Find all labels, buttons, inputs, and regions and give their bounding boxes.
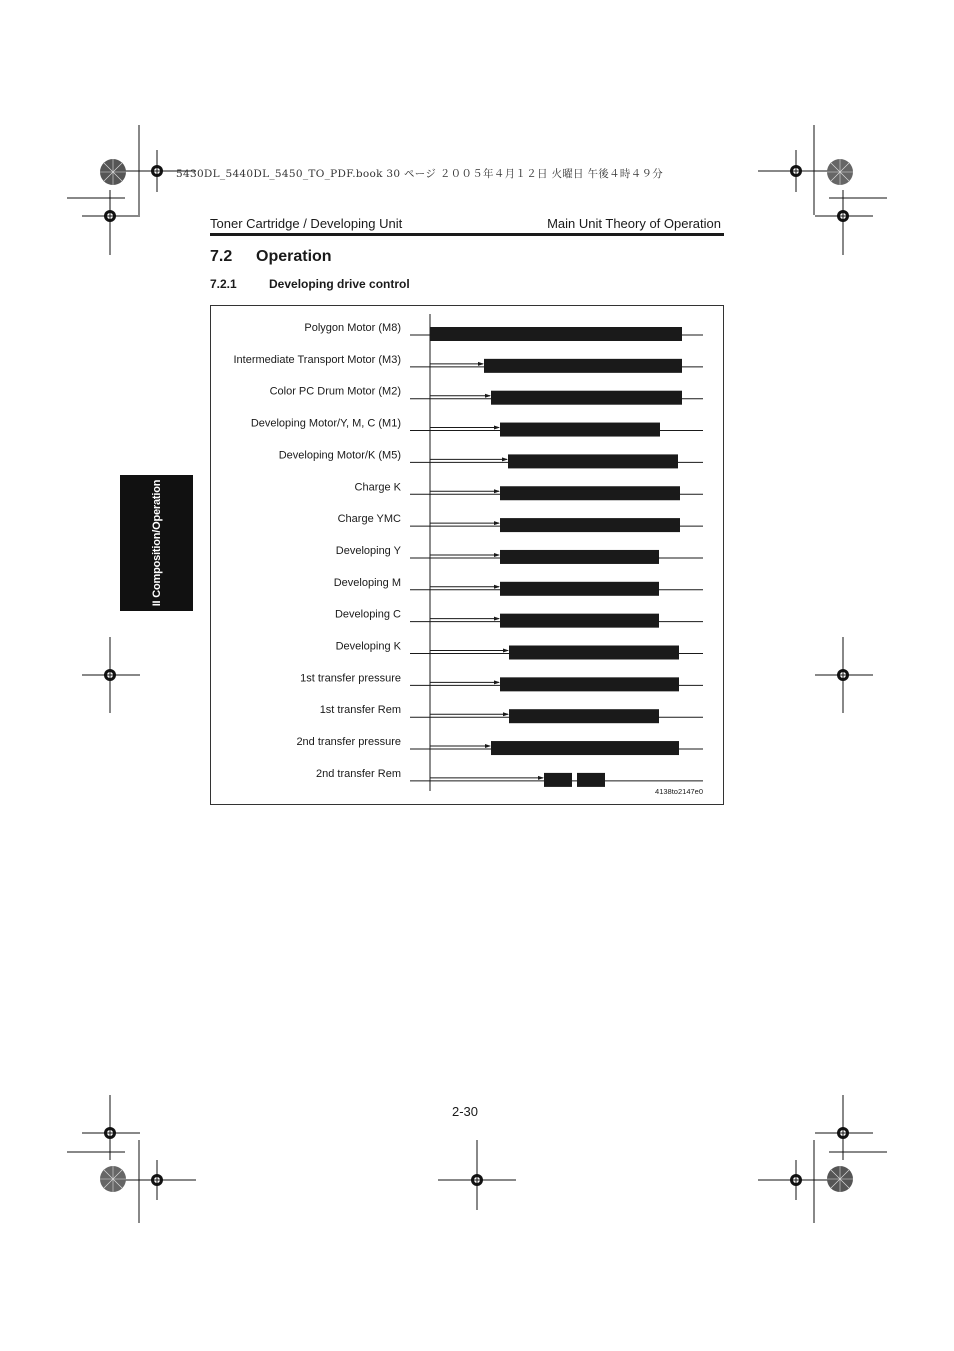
signal-label: Developing Motor/K (M5) — [278, 449, 401, 462]
figure-id: 4138to2147e0 — [655, 787, 703, 796]
signal-label: Charge K — [354, 481, 401, 494]
page-number: 2-30 — [452, 1104, 479, 1119]
signal-label: Developing M — [333, 576, 401, 589]
signal-arrowhead — [485, 394, 491, 398]
signal-on-bar — [491, 391, 682, 405]
running-header-right: Main Unit Theory of Operation — [547, 216, 721, 231]
signal-arrowhead — [503, 649, 509, 653]
signal-label: Charge YMC — [337, 513, 401, 526]
signal-on-bar — [491, 741, 679, 755]
signal-label: Developing Motor/Y, M, C (M1) — [250, 417, 401, 430]
signal-arrowhead — [494, 489, 500, 493]
signal-arrowhead — [494, 585, 500, 589]
signal-arrowhead — [494, 680, 500, 684]
signal-on-bar — [500, 582, 659, 596]
timing-diagram-canvas — [211, 306, 723, 804]
signal-on-bar — [508, 454, 678, 468]
signal-arrowhead — [494, 426, 500, 430]
signal-arrowhead — [494, 617, 500, 621]
signal-label: Intermediate Transport Motor (M3) — [233, 353, 401, 366]
signal-arrowhead — [478, 362, 484, 366]
signal-on-bar — [509, 709, 659, 723]
signal-on-bar — [484, 359, 682, 373]
print-info-line: 5430DL_5440DL_5450_TO_PDF.book 30 ページ ２００５年４月１２日 火曜日 午後４時４９分 — [176, 168, 664, 180]
signal-label: Color PC Drum Motor (M2) — [269, 385, 401, 398]
signal-label: Polygon Motor (M8) — [304, 322, 401, 334]
signal-label: Developing K — [335, 640, 401, 653]
signal-arrowhead — [494, 521, 500, 525]
signal-arrowhead — [538, 776, 544, 780]
timing-diagram — [210, 305, 724, 805]
section-number: 7.2 — [210, 248, 233, 265]
chapter-side-tab-label: II Composition/Operation — [150, 479, 163, 607]
signal-arrowhead — [503, 712, 509, 716]
signal-arrowhead — [502, 457, 508, 461]
signal-arrowhead — [494, 553, 500, 557]
signal-on-bar — [500, 614, 659, 628]
signal-on-bar — [500, 423, 660, 437]
signal-on-bar — [500, 677, 679, 691]
signal-label: Developing C — [334, 608, 401, 621]
signal-on-bar — [500, 550, 659, 564]
running-header-left: Toner Cartridge / Developing Unit — [210, 216, 403, 231]
subsection-number: 7.2.1 — [210, 277, 237, 291]
signal-label: 2nd transfer pressure — [296, 736, 401, 749]
signal-on-bar — [509, 646, 679, 660]
signal-on-bar — [500, 486, 680, 500]
section-title: Operation — [256, 248, 332, 265]
signal-label: 1st transfer Rem — [319, 704, 401, 717]
signal-label: Developing Y — [335, 544, 401, 557]
signal-on-bar — [430, 327, 682, 341]
signal-label: 1st transfer pressure — [300, 672, 401, 685]
signal-on-bar — [544, 773, 572, 787]
signal-label: 2nd transfer Rem — [316, 767, 401, 780]
header-rule — [210, 233, 724, 236]
chapter-side-tab — [120, 475, 193, 611]
signal-arrowhead — [485, 744, 491, 748]
signal-on-bar — [577, 773, 605, 787]
signal-on-bar — [500, 518, 680, 532]
subsection-title: Developing drive control — [269, 277, 410, 291]
